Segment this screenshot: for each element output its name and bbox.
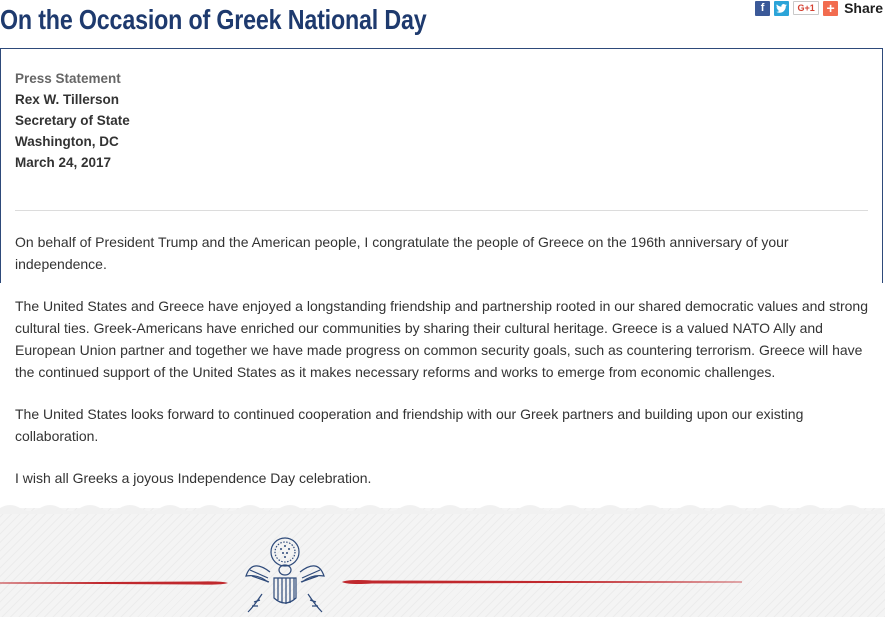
facebook-icon[interactable]: f (755, 1, 770, 16)
author-name: Rex W. Tillerson (15, 92, 120, 107)
paragraph: The United States looks forward to continued cooperation and friendship with our Greek partners and building upon our existing collaboration. (15, 406, 804, 444)
twitter-icon[interactable] (774, 1, 789, 16)
statement-location: Washington, DC (15, 134, 119, 149)
author-role: Secretary of State (15, 113, 130, 128)
paragraph: I wish all Greeks a joyous Independence Day celebration. (15, 470, 372, 486)
statement-body (15, 231, 875, 509)
share-button[interactable]: Share (844, 0, 883, 16)
statement-type: Press Statement (15, 71, 121, 86)
red-stripe-left (0, 579, 228, 587)
footer (0, 508, 885, 617)
statement-date: March 24, 2017 (15, 155, 112, 170)
paragraph: On behalf of President Trump and the American people, I congratulate the people of Greece on the 196th anniversary of your independence. (15, 234, 789, 272)
google-plus-icon[interactable]: G+1 (793, 1, 819, 15)
state-department-seal (240, 536, 330, 617)
red-stripe-right (342, 578, 742, 586)
byline (15, 68, 130, 173)
paragraph: The United States and Greece have enjoyed a longstanding friendship and partnership rooted in our shared democratic values and strong cultural ties. Greek-Americans have enriched our communities by sharing their cultural heritage. Greece is a valued NATO Ally and European Union partner and together we have made progress on common security goals, such as countering terrorism. Greece will have the continued support of the United States as it makes necessary reforms and works to emerge from economic challenges. (15, 298, 868, 380)
share-plus-icon[interactable]: + (823, 1, 838, 16)
divider (15, 210, 868, 211)
share-bar (755, 0, 883, 16)
page-title: On the Occasion of Greek National Day (0, 4, 427, 35)
footer-wave (0, 502, 885, 514)
